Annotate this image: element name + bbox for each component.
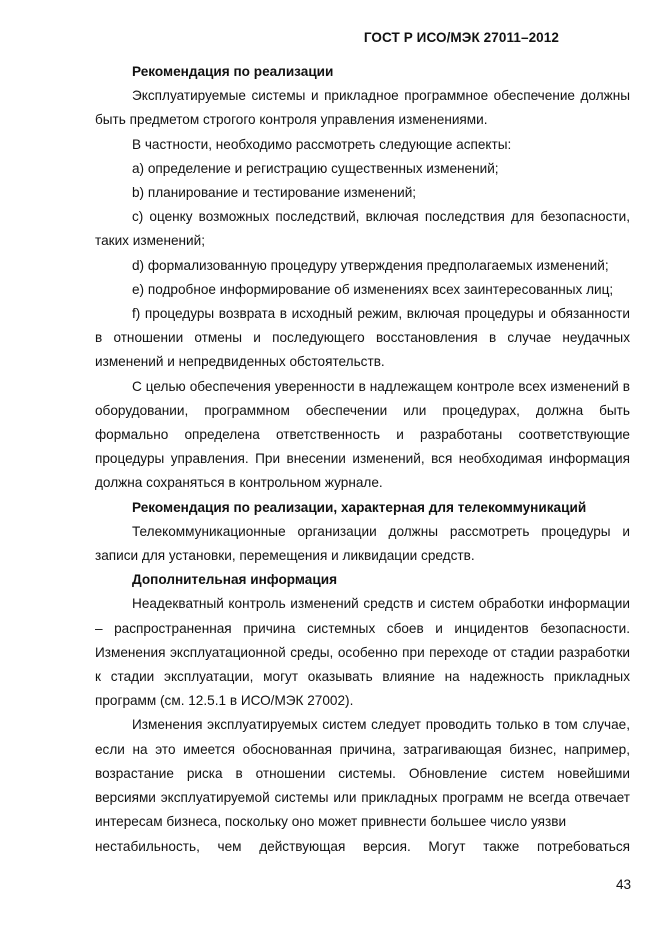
section-heading: Дополнительная информация (132, 572, 338, 588)
section-heading: Рекомендация по реализации, характерная для телекоммуникаций (132, 499, 587, 515)
list-item: d) формализованную процедуру утверждения предполагаемых изменений; (132, 257, 609, 273)
page-body (95, 60, 630, 859)
list-item: c) оценку возможных последствий, включая последствия для безопасности, таких изменений; (95, 209, 630, 249)
section-heading: Рекомендация по реализации (132, 64, 334, 79)
standard-header: ГОСТ Р ИСО/МЭК 27011–2012 (363, 30, 559, 45)
paragraph: В частности, необходимо рассмотреть следующие аспекты: (132, 136, 512, 152)
paragraph: Эксплуатируемые системы и прикладное программное обеспечение должны быть предметом строгого контроля управления изменениями. (95, 88, 630, 128)
page-number: 43 (616, 877, 632, 892)
list-item: b) планирование и тестирование изменений; (132, 185, 417, 201)
paragraph: Изменения эксплуатируемых систем следует проводить только в том случае, если на это имеется обоснованная причина, затрагивающая бизнес, например, возрастание риска в отношении системы. Обновление систем новейшими версиями эксплуатируемой системы или прикладных программ не всегда отвечает интересам бизнеса, поскольку оно может привнести большее число уязви (95, 717, 630, 830)
list-item: e) подробное информирование об изменениях всех заинтересованных лиц; (132, 281, 614, 297)
paragraph: С целью обеспечения уверенности в надлежащем контроле всех изменений в оборудовании, программном обеспечении или процедурах, должна быть формально определена ответственность и разработаны соответствующие процедуры управления. При внесении изменений, вся необходимая информация должна сохраняться в контрольном журнале. (95, 378, 630, 491)
paragraph: Неадекватный контроль изменений средств и систем обработки информации – распространенная причина системных сбоев и инцидентов безопасности. Изменения эксплуатационной среды, особенно при переходе от стадии разработки к стадии эксплуатации, могут оказывать влияние на надежность прикладных программ (см. 12.5.1 в ИСО/МЭК 27002). (95, 596, 630, 709)
paragraph: Телекоммуникационные организации должны рассмотреть процедуры и записи для установки, перемещения и ликвидации средств. (95, 523, 630, 564)
list-item: f) процедуры возврата в исходный режим, включая процедуры и обязанности в отношении отмены и последующего восстановления в случае неудачных изменений и непредвиденных обстоятельств. (95, 306, 630, 370)
paragraph-continuation: нестабильность, чем действующая версия. Могут также потребоваться (95, 838, 630, 854)
list-item: a) определение и регистрацию существенных изменений; (132, 160, 499, 176)
